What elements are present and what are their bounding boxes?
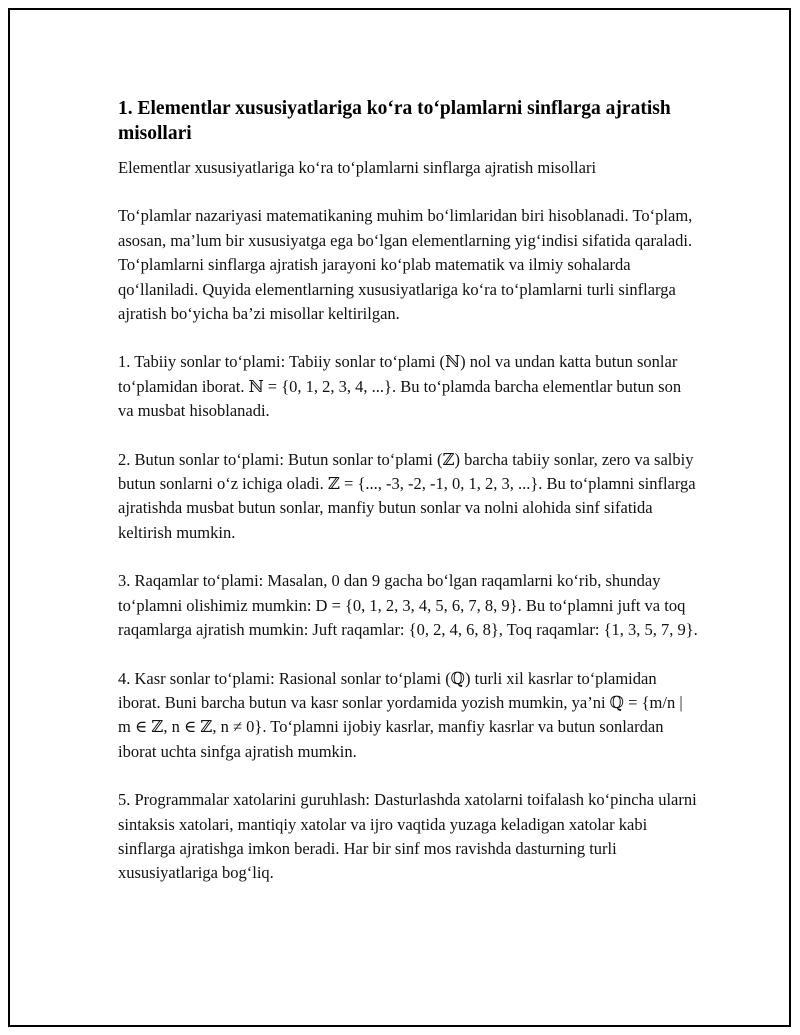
document-title: 1. Elementlar xususiyatlariga ko‘ra to‘plamlarni sinflarga ajratish misollari [118, 98, 671, 144]
example-integers: 2. Butun sonlar to‘plami: Butun sonlar to‘plami (ℤ) barcha tabiiy sonlar, zero va salbiy butun sonlarni o‘z ichiga oladi. ℤ = {..., -3, -2, -1, 0, 1, 2, 3, ...}. Bu to‘plamni sinflarga ajratishda musbat butun sonlar, manfiy butun sonlar va nolni alohida sinf sifatida keltirish mumkin. [118, 449, 696, 542]
subtitle-paragraph: Elementlar xususiyatlariga ko‘ra to‘plamlarni sinflarga ajratish misollari [118, 158, 597, 177]
example-program-errors: 5. Programmalar xatolarini guruhlash: Dasturlashda xatolarni toifalash ko‘pincha ularni sintaksis xatolari, mantiqiy xatolar va ijro vaqtida yuzaga keladigan xatolar kabi sinflarga ajratishga imkon beradi. Har bir sinf mos ravishda dasturning turli xususiyatlariga bog‘liq. [118, 790, 697, 883]
example-natural-numbers: 1. Tabiiy sonlar to‘plami: Tabiiy sonlar to‘plami (ℕ) nol va undan katta butun sonlar to‘plamidan iborat. ℕ = {0, 1, 2, 3, 4, ...}. Bu to‘plamda barcha elementlar butun son va musbat hisoblanadi. [118, 352, 682, 421]
example-rationals: 4. Kasr sonlar to‘plami: Rasional sonlar to‘plami (ℚ) turli xil kasrlar to‘plamidan iborat. Buni barcha butun va kasr sonlar yordamida yozish mumkin, ya’ni ℚ = {m/n | m ∈ ℤ, n ∈ ℤ, n ≠ 0}. To‘plamni ijobiy kasrlar, manfiy kasrlar va butun sonlardan iborat uchta sinfga ajratish mumkin. [118, 668, 683, 761]
page-frame [8, 8, 791, 1027]
document-body [118, 96, 698, 910]
example-digits: 3. Raqamlar to‘plami: Masalan, 0 dan 9 gacha bo‘lgan raqamlarni ko‘rib, shunday to‘plamni olishimiz mumkin: D = {0, 1, 2, 3, 4, 5, 6, 7, 8, 9}. Bu to‘plamni juft va toq raqamlarga ajratish mumkin: Juft raqamlar: {0, 2, 4, 6, 8}, Toq raqamlar: {1, 3, 5, 7, 9}. [118, 571, 698, 640]
intro-paragraph: To‘plamlar nazariyasi matematikaning muhim bo‘limlaridan biri hisoblanadi. To‘plam, asosan, ma’lum bir xususiyatga ega bo‘lgan elementlarning yig‘indisi sifatida qaraladi. To‘plamlarni sinflarga ajratish jarayoni ko‘plab matematik va ilmiy sohalarda qo‘llaniladi. Quyida elementlarning xususiyatlariga ko‘ra to‘plamlarni turli sinflarga ajratish bo‘yicha ba’zi misollar keltirilgan. [118, 206, 693, 324]
